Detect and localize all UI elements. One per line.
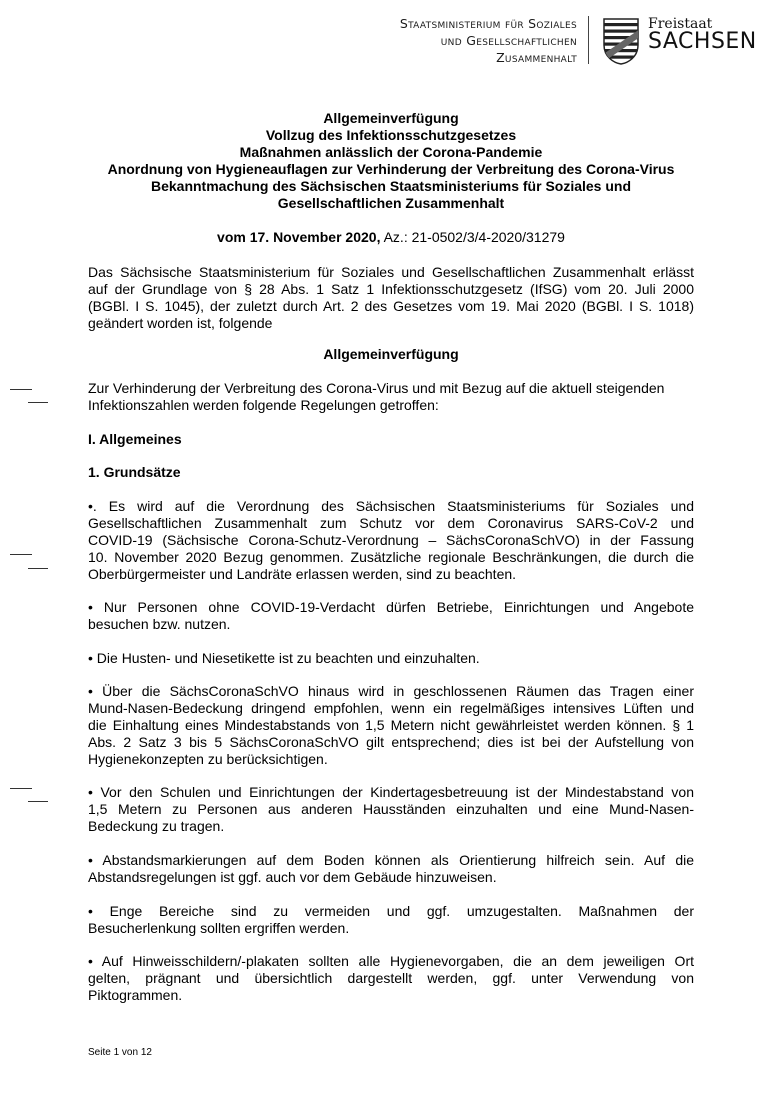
text-line: Besucherlenkung sollten ergriffen werden. <box>88 920 350 936</box>
text-line: • Abstandsmarkierungen auf dem Boden können als Orientierung hilfreich sein. Auf die <box>88 852 694 868</box>
margin-mark <box>28 801 48 802</box>
date-bold: vom 17. November 2020, <box>217 229 381 245</box>
bullet-item <box>88 599 694 633</box>
title-line: Maßnahmen anlässlich der Corona-Pandemie <box>239 144 543 160</box>
document-date <box>88 229 694 246</box>
section-heading: I. Allgemeines <box>88 431 182 447</box>
bullet-item <box>88 683 694 768</box>
text-line: • Vor den Schulen und Einrichtungen der Kindertagesbetreuung ist der Mindestabstand von <box>88 784 694 800</box>
text-line: • Enge Bereiche sind zu vermeiden und ggf. umzugestalten. Maßnahmen der <box>88 903 694 919</box>
state-name: SACHSEN <box>648 29 757 54</box>
text-line: • Die Husten- und Niesetikette ist zu beachten und einzuhalten. <box>88 650 480 666</box>
text-line: Mund-Nasen-Bedeckung dringend empfohlen, wenn ein regelmäßiges intensives Lüften und <box>88 700 694 716</box>
text-line: 1,5 Metern zu Personen aus anderen Hausständen einzuhalten und eine Mund-Nasen- <box>88 801 694 817</box>
text-line: Hygienekonzepten zu berücksichtigen. <box>88 751 328 767</box>
bullet-item <box>88 784 694 835</box>
bullet-item <box>88 852 694 886</box>
text-line: COVID-19 (Sächsische Corona-Schutz-Verordnung – SächsCoronaSchVO) in der Fassung <box>88 532 694 548</box>
text-line: •. Es wird auf die Verordnung des Sächsischen Staatsministeriums für Soziales und <box>88 498 694 514</box>
text-line: Zur Verhinderung der Verbreitung des Corona-Virus und mit Bezug auf die aktuell steigenden <box>88 380 665 396</box>
title-line: Gesellschaftlichen Zusammenhalt <box>277 195 505 211</box>
subsection-heading: 1. Grundsätze <box>88 464 181 480</box>
text-line: • Über die SächsCoronaSchVO hinaus wird in geschlossenen Räumen das Tragen einer <box>88 683 694 699</box>
text-line: geändert worden ist, folgende <box>88 315 273 331</box>
title-line: Anordnung von Hygieneauflagen zur Verhinderung der Verbreitung des Corona-Virus <box>107 161 675 177</box>
text-line: 10. November 2020 Bezug genommen. Zusätzliche regionale Beschränkungen, die durch die <box>88 549 694 565</box>
ministry-line: und Gesellschaftlichen <box>440 33 577 48</box>
ministry-line: Staatsministerium für Soziales <box>399 16 577 31</box>
margin-mark <box>28 402 48 403</box>
text-line: Abstandsregelungen ist ggf. auch vor dem Gebäude hinzuweisen. <box>88 869 497 885</box>
text-line: die Einhaltung eines Mindestabstands von 1,5 Metern nicht gewährleistet werden können. § 1 <box>88 717 694 733</box>
purpose-paragraph <box>88 380 694 414</box>
reference-number: Az.: 21-0502/3/4-2020/31279 <box>380 229 565 245</box>
text-line: • Auf Hinweisschildern/-plakaten sollten alle Hygienevorgaben, die an dem jeweiligen Ort <box>88 953 694 969</box>
text-line: besuchen bzw. nutzen. <box>88 616 231 632</box>
ministry-name <box>330 15 577 66</box>
text-line: Piktogrammen. <box>88 987 183 1003</box>
decree-heading: Allgemeinverfügung <box>323 346 459 362</box>
bullet-item <box>88 650 694 667</box>
text-line: (BGBl. I S. 1045), der zuletzt durch Art. 2 des Gesetzes vom 19. Mai 2020 (BGBl. I S. 1018) <box>88 298 694 314</box>
page-number: Seite 1 von 12 <box>88 1047 152 1058</box>
title-line: Allgemeinverfügung <box>323 110 459 126</box>
state-label: Freistaat <box>648 16 713 32</box>
ministry-line: Zusammenhalt <box>496 50 577 65</box>
document-title <box>88 110 694 212</box>
text-line: Gesellschaftlichen Zusammenhalt zum Schutz vor dem Coronavirus SARS-CoV-2 und <box>88 515 694 531</box>
saxony-coat-of-arms-icon <box>602 15 640 65</box>
text-line: Das Sächsische Staatsministerium für Soziales und Gesellschaftlichen Zusammenhalt erlässt <box>88 264 694 280</box>
text-line: Infektionszahlen werden folgende Regelungen getroffen: <box>88 397 439 413</box>
text-line: auf der Grundlage von § 28 Abs. 1 Satz 1 Infektionsschutzgesetz (IfSG) vom 20. Juli 2000 <box>88 281 694 297</box>
bullet-item <box>88 953 694 1004</box>
title-line: Bekanntmachung des Sächsischen Staatsministeriums für Soziales und <box>150 178 632 194</box>
bullet-item <box>88 498 694 583</box>
text-line: Bedeckung zu tragen. <box>88 818 225 834</box>
text-line: gelten, prägnant und übersichtlich dargestellt werden, ggf. unter Verwendung von <box>88 970 694 986</box>
text-line: Oberbürgermeister und Landräte erlassen werden, sind zu beachten. <box>88 566 517 582</box>
text-line: Abs. 2 Satz 3 bis 5 SächsCoronaSchVO gilt entsprechend; dies ist bei der Aufstellung von <box>88 734 694 750</box>
intro-paragraph <box>88 264 694 332</box>
header-divider <box>588 16 589 64</box>
bullet-item <box>88 903 694 937</box>
margin-mark <box>10 554 32 555</box>
title-line: Vollzug des Infektionsschutzgesetzes <box>265 127 517 143</box>
margin-mark <box>28 568 48 569</box>
margin-mark <box>10 788 32 789</box>
text-line: • Nur Personen ohne COVID-19-Verdacht dürfen Betriebe, Einrichtungen und Angebote <box>88 599 694 615</box>
margin-mark <box>10 389 32 390</box>
